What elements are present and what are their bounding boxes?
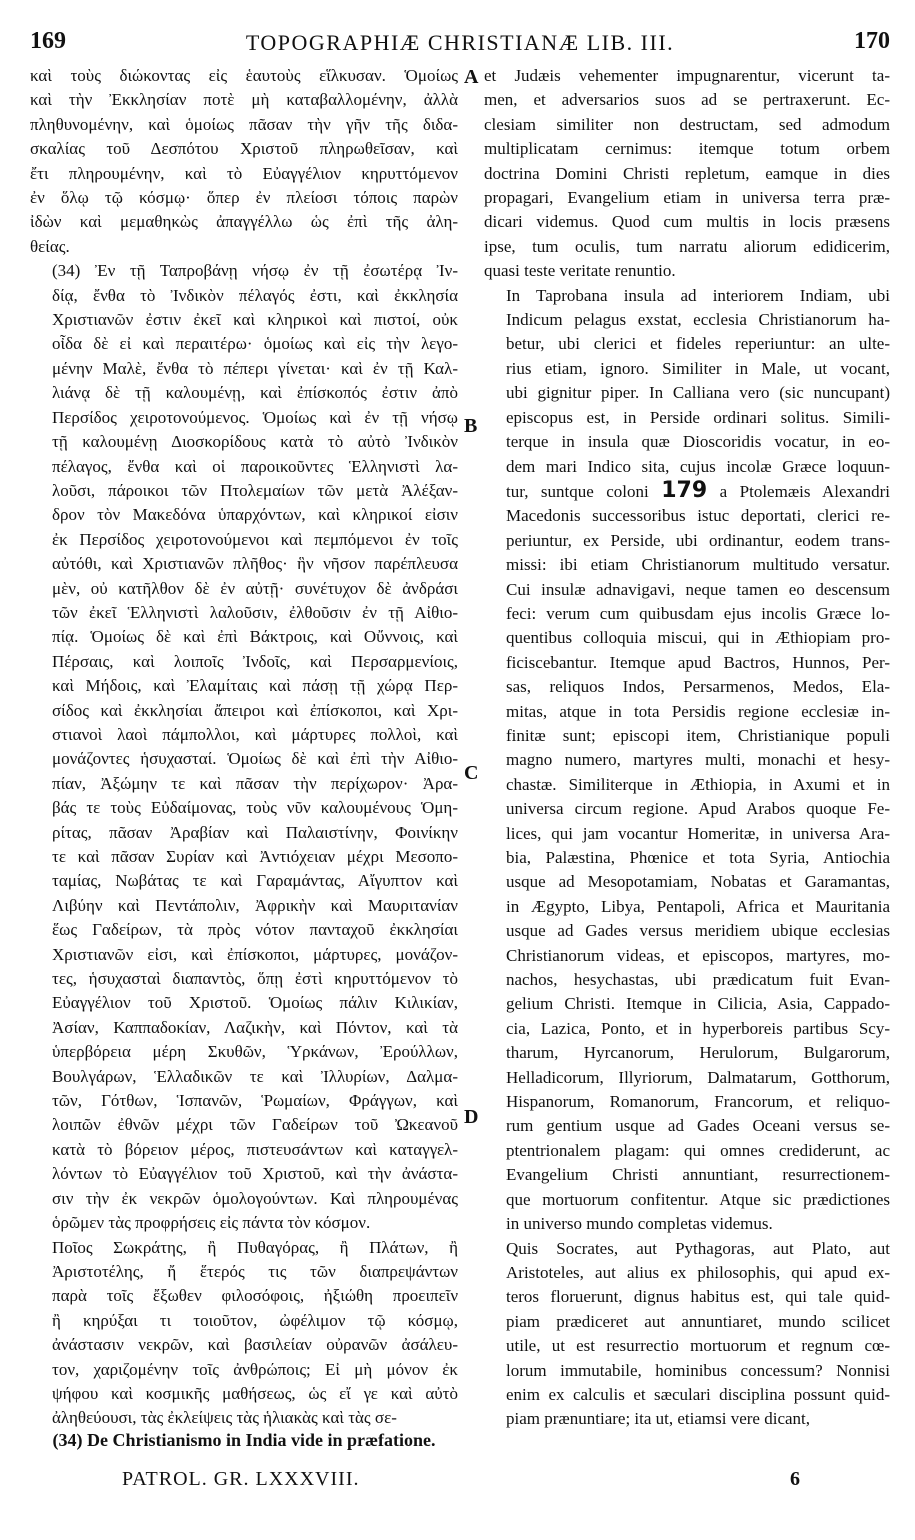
page-number-right: 170 (854, 28, 890, 54)
greek-line: θείας. (30, 236, 70, 256)
latin-line: In Taprobana insula ad interiorem Indiam, ubi (506, 285, 890, 305)
greek-line: Χριστιανῶν ἐστιν ἐκεῖ καὶ κληρικοὶ καὶ πιστοί, οὐκ (52, 310, 458, 330)
latin-line: piam prænuntiare; ita ut, etiamsi vere dicant, (506, 1409, 811, 1429)
greek-line: βάς τε τοὺς Εὐδαίμονας, τοὺς νῦν καλουμένους Ὁμη- (52, 798, 458, 818)
latin-line: utile, ut est resurrectio mortuorum et regnum cœ- (506, 1336, 890, 1356)
greek-line: Χριστιανῶν εἰσι, καὶ ἐπίσκοποι, μάρτυρες, μονάζον- (52, 944, 458, 964)
greek-line: πίᾳ. Ὁμοίως δὲ καὶ ἐπὶ Βάκτροις, καὶ Οὔννοις, καὶ (52, 627, 458, 647)
latin-line: sas, reliquos Indos, Persarmenos, Medos, Ela- (506, 677, 890, 697)
latin-line: rum gentium usque ad Gades Oceani versus se- (506, 1116, 890, 1136)
greek-line: σίδος καὶ ἐκκλησίαι ἄπειροι καὶ ἐπίσκοποι, καὶ Χρι- (52, 700, 458, 720)
latin-paragraph (484, 1237, 890, 1432)
latin-line: betur, ubi clerici et fideles reperiuntur: an ulte- (506, 334, 890, 354)
latin-line: terque in insula quæ Dioscoridis vocatur, in eo- (506, 432, 890, 452)
latin-line: doctrina Domini Christi repletum, eamque in dies (484, 163, 890, 183)
greek-line: ἰδὼν καὶ μεμαθηκὼς ἀπαγγέλλω ὡς ἐπὶ τῆς ἀλη- (30, 212, 458, 232)
greek-line: μὲν, οὐ κατῆλθον δὲ ἐν αὐτῇ· συνέτυχον δὲ ἀνδράσι (52, 578, 458, 598)
latin-line: teros floruerunt, dignus habitus est, qui tale quid- (506, 1287, 890, 1307)
greek-line: ἔτι πληρουμένην, καὶ τὸ Εὐαγγέλιον κηρυττόμενον (30, 163, 458, 183)
greek-line: ἐν ὅλῳ τῷ κόσμῳ· ὅπερ ἐν πλείοσι τόποις παρὼν (30, 188, 458, 208)
latin-line: lorum immutabile, hominibus concessum? Nonnisi (506, 1360, 890, 1380)
latin-line: Cui insulæ adnavigavi, neque tamen eo descensum (506, 579, 890, 599)
latin-paragraph (484, 64, 890, 284)
greek-line: οἶδα δὲ εἰ καὶ περαιτέρω· ὁμοίως καὶ εἰς τὴν λεγο- (52, 334, 458, 354)
latin-line: dicari videmus. Quod cum multis in locis præsens (484, 212, 890, 232)
latin-line: feci: verum cum quibusdam ejus incolis Græce lo- (506, 603, 890, 623)
latin-paragraph (484, 284, 890, 1237)
latin-line: propagari, Evangelium etiam in universa terra præ- (484, 188, 890, 208)
greek-line: κατὰ τὸ βόρειον μέρος, πιστευσάντων καὶ καταγγελ- (52, 1139, 458, 1159)
greek-line: τῇ καλουμένῃ Διοσκορίδους κατὰ τὸ αὐτὸ Ἰνδικὸν (52, 432, 458, 452)
greek-line: λιάνᾳ δὲ τῇ καλουμένῃ, καὶ ἐπίσκοπός ἐστιν ἀπὸ (52, 383, 458, 403)
latin-line: clesiam similiter non destructam, sed admodum (484, 114, 890, 134)
latin-line: multiplicatam cernimus: itemque totum orbem (484, 139, 890, 159)
greek-line: ἐκ Περσίδος χειροτονούμενοι καὶ πεμπόμενοι ἐν τοῖς (52, 529, 458, 549)
greek-line: παρὰ τοῖς ἔξωθεν φιλοσόφοις, ἠξιώθη προειπεῖν (52, 1286, 458, 1306)
latin-line: universa circum regione. Apud Arabos quoque Fe- (506, 799, 890, 819)
running-title: TOPOGRAPHIÆ CHRISTIANÆ LIB. III. (245, 30, 675, 55)
greek-line: τῶν, Γότθων, Ἱσπανῶν, Ῥωμαίων, Φράγγων, καὶ (52, 1091, 458, 1111)
latin-line: episcopus est, in Perside ordinari solitus. Simili- (506, 407, 890, 427)
latin-line: in Ægypto, Libya, Pentapoli, Africa et Mauritania (506, 896, 890, 916)
greek-line: ψήφου καὶ κοσμικῆς μαθήσεως, ὡς εἴ γε καὶ αὐτὸ (52, 1383, 458, 1403)
section-mark-a: A (464, 66, 479, 88)
greek-line: ἕως Γαδείρων, τὰ πρὸς νότον πανταχοῦ ἐκκλησίαι (52, 920, 458, 940)
inline-page-number: 179 (661, 477, 708, 503)
greek-line: Βουλγάρων, Ἑλλαδικῶν τε καὶ Ἰλλυρίων, Δαλμα- (52, 1066, 458, 1086)
greek-line: μένην Μαλὲ, ἔνθα τὸ πέπερι γίνεται· καὶ ἐν τῇ Καλ- (52, 358, 458, 378)
greek-line: ταμίας, Νωβάτας τε καὶ Γαραμάντας, Αἴγυπτον καὶ (52, 871, 458, 891)
greek-line: δρον τὸν Μακεδόνα ὑπαρχόντων, καὶ κληρικοί εἰσιν (52, 505, 458, 525)
greek-line: ἀληθεύουσι, τὰς ἐκλείψεις τὰς ἡλιακὰς καὶ τὰς σε- (52, 1408, 397, 1428)
greek-line: μονάζοντες ἡσυχασταί. Ὁμοίως δὲ καὶ ἐπὶ τὴν Αἰθιο- (52, 749, 458, 769)
greek-line: Πέρσαις, καὶ λοιποῖς Ἰνδοῖς, καὶ Περσαρμενίοις, (52, 651, 458, 671)
greek-line: λόντων τὸ Εὐαγγέλιον τοῦ Χριστοῦ, καὶ τὴν ἀνάστα- (52, 1164, 458, 1184)
latin-line: que mortuorum confitentur. Atque sic prædictiones (506, 1189, 890, 1209)
greek-line: Ποῖος Σωκράτης, ἢ Πυθαγόρας, ἢ Πλάτων, ἢ (52, 1237, 458, 1257)
footer-signature-mark: 6 (790, 1468, 800, 1490)
greek-paragraph (30, 1236, 458, 1431)
greek-line: ρίτας, πᾶσαν Ἀραβίαν καὶ Παλαιστίνην, Φοινίκην (52, 822, 458, 842)
greek-line: καὶ Μήδοις, καὶ Ἐλαμίταις καὶ πάσῃ τῇ χώρᾳ Περ- (52, 676, 458, 696)
latin-line: Hispanorum, Romanorum, Francorum, et reliquo- (506, 1092, 890, 1112)
greek-line: καὶ τοὺς διώκοντας εἰς ἑαυτοὺς εἵλκυσαν. Ὁμοίως (30, 66, 458, 85)
section-mark-d: D (464, 1106, 479, 1128)
greek-line: ὑπερβόρεια μέρη Σκυθῶν, Ὑρκάνων, Ἐρούλλων, (52, 1042, 458, 1062)
page-number-left: 169 (30, 28, 66, 54)
latin-line: magno numero, martyres multi, monachi et hesy- (506, 750, 890, 770)
greek-line: πέλαγος, ἔνθα καὶ οἱ παροικοῦντες Ἑλληνιστὶ λα- (52, 456, 458, 476)
latin-line: nachos, hesychastas, ubi prædicatum fuit Evan- (506, 970, 890, 990)
greek-line: Εὐαγγέλιον τοῦ Χριστοῦ. Ὁμοίως πάλιν Κιλικίαν, (52, 993, 458, 1013)
latin-line: piam prædiceret aut annuntiaret, mundo scilicet (506, 1311, 890, 1331)
latin-line: quentibus colloquia miscui, qui in Æthiopiam pro- (506, 628, 890, 648)
latin-line: chastæ. Similiterque in Æthiopia, in Axumi et in (506, 774, 890, 794)
latin-line: periuntur, ex Perside, ubi ordinantur, eodem trans- (506, 530, 890, 550)
greek-line: τες, ἡσυχασταὶ διαπαντὸς, ὅπῃ ἐστὶ κηρυττόμενον τὸ (52, 969, 458, 989)
latin-line: tur, suntque coloni 179 a Ptolemæis Alexandri (506, 477, 890, 503)
greek-line: στιανοὶ λαοὶ πάμπολλοι, καὶ μάρτυρες πολλοὶ, καὶ (52, 724, 458, 744)
latin-line: bia, Palæstina, Phœnice et tota Syria, Antiochia (506, 848, 890, 867)
greek-line: σιν τὴν ἐκ νεκρῶν ὁμολογούντων. Καὶ πληρουμένας (52, 1188, 458, 1208)
greek-line: πίαν, Ἀξώμην τε καὶ πᾶσαν τὴν περίχωρον· Ἀρα- (52, 773, 458, 793)
latin-line: Helladicorum, Illyriorum, Dalmatarum, Gotthorum, (506, 1067, 890, 1087)
latin-line: Indicum pelagus exstat, ecclesia Christianorum ha- (506, 310, 890, 330)
greek-text-column (30, 64, 458, 1431)
greek-line: αὐτόθι, καὶ Χριστιανῶν πλῆθος· ἣν νῆσον παρέπλευσα (52, 554, 458, 574)
footnote: (34) De Christianismo in India vide in præfatione. (52, 1430, 436, 1450)
latin-line: missi: ibi etiam Christianorum multitudo versatur. (506, 555, 890, 575)
greek-paragraph (30, 259, 458, 1235)
latin-line: enim ex calculis et sæculari disciplina possunt quid- (506, 1384, 890, 1404)
greek-line: τον, χαριζομένην τοῖς ἀνθρώποις; Εἰ μὴ μόνον ἐκ (52, 1359, 458, 1379)
latin-line: in universo mundo completas videmus. (506, 1214, 773, 1234)
latin-line: usque ad Gades versus meridiem ubique ecclesias (506, 921, 890, 941)
greek-line: σκαλίας τοῦ Δεσπότου Χριστοῦ πληρωθεῖσαν, καὶ (30, 139, 458, 159)
latin-line: Macedonis successoribus istuc deportati, clerici re- (506, 506, 890, 526)
footer-signature: PATROL. GR. LXXXVIII. (122, 1468, 360, 1490)
greek-line: λοῦσι, πάροικοι τῶν Πτολεμαίων τῶν μετὰ Ἀλέξαν- (52, 480, 458, 500)
latin-text-column (484, 64, 890, 1432)
latin-line: Quis Socrates, aut Pythagoras, aut Plato, aut (506, 1238, 890, 1258)
greek-line: τε καὶ πᾶσαν Συρίαν καὶ Ἀντιόχειαν μέχρι Μεσοπο- (52, 847, 458, 866)
greek-line: πληθυνομένην, καὶ ὁμοίως πᾶσαν τὴν γῆν τῆς διδα- (30, 114, 458, 134)
greek-line: καὶ τὴν Ἐκκλησίαν ποτὲ μὴ καταβαλλομένην, ἀλλὰ (30, 90, 458, 110)
latin-line: Evangelium Christi annuntiant, resurrectionem- (506, 1165, 890, 1185)
greek-line: ἀνάστασιν νεκρῶν, καὶ βασιλείαν οὐρανῶν ἀσάλευ- (52, 1335, 458, 1355)
latin-line: mitas, atque in tota Persidis regione ecclesiæ in- (506, 701, 890, 721)
greek-line: Ἀσίαν, Καππαδοκίαν, Λαζικὴν, καὶ Πόντον, καὶ τὰ (52, 1017, 458, 1037)
latin-line: tharum, Hyrcanorum, Herulorum, Bulgarorum, (506, 1043, 890, 1063)
latin-line: ficiscebantur. Itemque apud Bactros, Hunnos, Per- (506, 652, 890, 672)
latin-line: dem mari Indico sita, cujus incolæ Græce loquun- (506, 456, 890, 476)
greek-line: Ἀριστοτέλης, ἤ ἕτερός τις τῶν διαπρεψάντων (52, 1261, 458, 1281)
latin-line: Christianorum videas, et episcopos, martyres, mo- (506, 945, 890, 965)
greek-paragraph (30, 64, 458, 259)
latin-line: et Judæis vehementer impugnarentur, vicerunt ta- (484, 66, 890, 85)
greek-line: τῶν ἐκεῖ Ἑλληνιστὶ λαλοῦσιν, ἐλθοῦσιν ἐν τῇ Αἰθιο- (52, 602, 458, 622)
latin-line: usque ad Mesopotamiam, Nobatas et Garamantas, (506, 872, 890, 892)
greek-line: Λιβύην καὶ Πεντάπολιν, Ἀφρικὴν καὶ Μαυριτανίαν (52, 895, 458, 915)
latin-line: Aristoteles, aut alius ex philosophis, qui apud ex- (506, 1262, 890, 1282)
greek-line: (34) Ἐν τῇ Ταπροβάνῃ νήσῳ ἐν τῇ ἐσωτέρᾳ Ἰν- (52, 261, 458, 281)
latin-line: finitæ sunt; episcopi item, Christianique populi (506, 725, 890, 745)
latin-line: lices, qui jam vocantur Homeritæ, in universa Ara- (506, 823, 890, 843)
latin-line: gelium Christi. Itemque in Cilicia, Asia, Cappado- (506, 994, 890, 1014)
section-mark-b: B (464, 415, 478, 437)
greek-line: δίᾳ, ἔνθα τὸ Ἰνδικὸν πέλαγός ἐστι, καὶ ἐκκλησία (52, 285, 458, 305)
page-header (30, 28, 890, 64)
latin-line: rius etiam, ignoro. Similiter in Male, ut vocant, (506, 358, 890, 378)
latin-line: cia, Lazica, Ponto, et in hyperboreis partibus Scy- (506, 1018, 890, 1038)
greek-line: ὁρῶμεν τὰς προφρήσεις εἰς πάντα τὸν κόσμον. (52, 1213, 371, 1233)
latin-line: ubi gignitur piper. In Calliana vero (sic nuncupant) (506, 383, 890, 403)
latin-line: men, et adversarios suos ad se pertraxerunt. Ec- (484, 90, 890, 110)
latin-line: ptentrionalem plagam: qui omnes crediderunt, ac (506, 1140, 890, 1160)
greek-line: Περσίδος χειροτονούμενος. Ὁμοίως καὶ ἐν τῇ νήσῳ (52, 407, 458, 427)
greek-line: λοιπῶν ἐθνῶν μέχρι τῶν Γαδείρων τοῦ Ὠκεανοῦ (52, 1115, 458, 1135)
greek-line: ἢ κηρύξαι τι τοιοῦτον, ὠφέλιμον τῷ κόσμῳ, (52, 1310, 458, 1330)
latin-line: ipse, tum oculis, tum narratu aliorum edidicerim, (484, 236, 890, 256)
latin-line: quasi teste veritate renuntio. (484, 261, 676, 281)
section-mark-c: C (464, 762, 479, 784)
